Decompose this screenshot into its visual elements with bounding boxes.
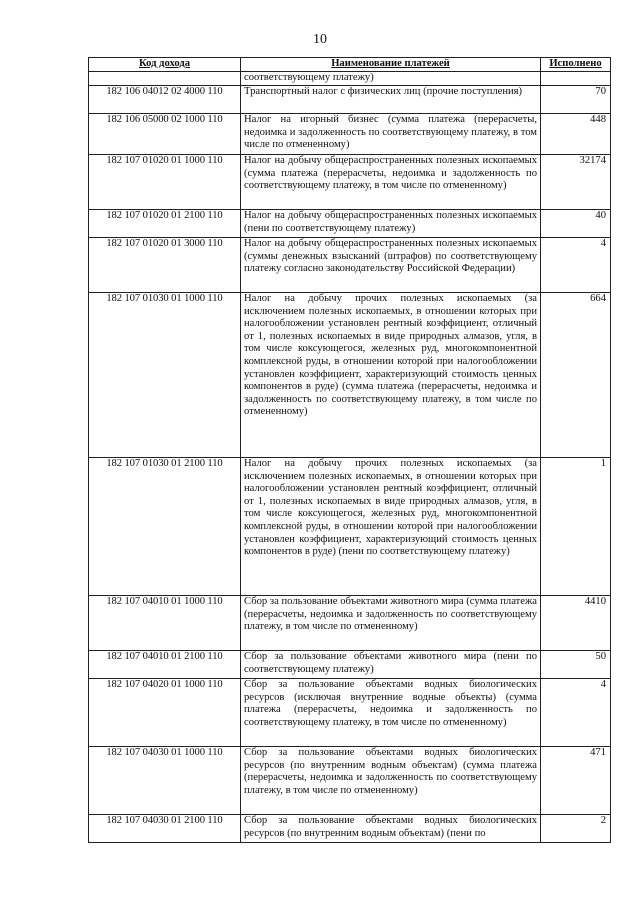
table-row [89,747,611,815]
table-row [89,293,611,458]
table-row [89,458,611,596]
header-name: Наименование платежей [241,58,541,72]
row-done [541,72,611,86]
revenue-table [88,57,611,843]
row-name: Налог на игорный бизнес (сумма платежа (перерасчеты, недоимка и задолженность по соответствующему платежу, в том числе по отмененному) [241,114,541,155]
header-code: Код дохода [89,58,241,72]
row-name: Налог на добычу общераспространенных полезных ископаемых (суммы денежных взысканий (штрафов) по соответствующему платежу согласно законодательству Российской Федерации) [241,238,541,293]
row-name: Налог на добычу прочих полезных ископаемых (за исключением полезных ископаемых, в отношении которых при налогообложении установлен рентный коэффициент, отличный от 1, полезных ископаемых в виде природных алмазов, угля, в том числе коксующегося, железных руд, многокомпонентной комплексной руды, в отношении которой при налогообложении установлен коэффициент, характеризующий стоимость ценных компонентов в руде) (пени по соответствующему платежу) [241,458,541,596]
row-code: 182 106 05000 02 1000 110 [89,114,241,155]
row-code: 182 107 01030 01 1000 110 [89,293,241,458]
table-row [89,86,611,114]
table-row [89,651,611,679]
table-row [89,596,611,651]
row-done: 2 [541,815,611,843]
table-row [89,155,611,210]
row-code: 182 107 04020 01 1000 110 [89,679,241,747]
table-row [89,679,611,747]
row-name: Сбор за пользование объектами водных биологических ресурсов (по внутренним водным объектам) (пени по [241,815,541,843]
table-row [89,72,611,86]
row-done: 471 [541,747,611,815]
row-code: 182 107 04010 01 2100 110 [89,651,241,679]
row-code: 182 107 04030 01 1000 110 [89,747,241,815]
row-name: Налог на добычу общераспространенных полезных ископаемых (пени по соответствующему платежу) [241,210,541,238]
row-done: 70 [541,86,611,114]
row-done: 50 [541,651,611,679]
row-code: 182 107 01020 01 1000 110 [89,155,241,210]
row-name: Сбор за пользование объектами животного мира (сумма платежа (перерасчеты, недоимка и задолженность по соответствующему платежу, в том числе по отмененному) [241,596,541,651]
row-name: Налог на добычу прочих полезных ископаемых (за исключением полезных ископаемых, в отношении которых при налогообложении установлен рентный коэффициент, отличный от 1, полезных ископаемых в виде природных алмазов, угля, в том числе коксующегося, железных руд, многокомпонентной комплексной руды, в отношении которой при налогообложении установлен коэффициент, характеризующий стоимость ценных компонентов в руде) (сумма платежа (перерасчеты, недоимка и задолженность по соответствующему платежу, в том числе по отмененному) [241,293,541,458]
row-name: соответствующему платежу) [241,72,541,86]
row-done: 664 [541,293,611,458]
row-code: 182 107 01020 01 3000 110 [89,238,241,293]
row-code: 182 106 04012 02 4000 110 [89,86,241,114]
row-name: Сбор за пользование объектами водных биологических ресурсов (по внутренним водным объектам) (сумма платежа (перерасчеты, недоимка и задолженность по соответствующему платежу, в том числе по отмененному) [241,747,541,815]
row-name: Транспортный налог с физических лиц (прочие поступления) [241,86,541,114]
row-code: 182 107 01030 01 2100 110 [89,458,241,596]
row-code: 182 107 04030 01 2100 110 [89,815,241,843]
row-code: 182 107 04010 01 1000 110 [89,596,241,651]
row-name: Сбор за пользование объектами водных биологических ресурсов (исключая внутренние водные объекты) (сумма платежа (перерасчеты, недоимка и задолженность по соответствующему платежу, в том числе по отмененному) [241,679,541,747]
row-code [89,72,241,86]
row-done: 32174 [541,155,611,210]
row-done: 40 [541,210,611,238]
row-done: 448 [541,114,611,155]
header-done: Исполнено [541,58,611,72]
row-code: 182 107 01020 01 2100 110 [89,210,241,238]
table-row [89,815,611,843]
row-name: Налог на добычу общераспространенных полезных ископаемых (сумма платежа (перерасчеты, недоимка и задолженность по соответствующему платежу, в том числе по отмененному) [241,155,541,210]
table-header-row [89,58,611,72]
row-done: 4 [541,238,611,293]
row-done: 4 [541,679,611,747]
table-row [89,238,611,293]
row-done: 1 [541,458,611,596]
table-row [89,210,611,238]
page-number: 10 [313,32,327,47]
row-done: 4410 [541,596,611,651]
table-row [89,114,611,155]
row-name: Сбор за пользование объектами животного мира (пени по соответствующему платежу) [241,651,541,679]
